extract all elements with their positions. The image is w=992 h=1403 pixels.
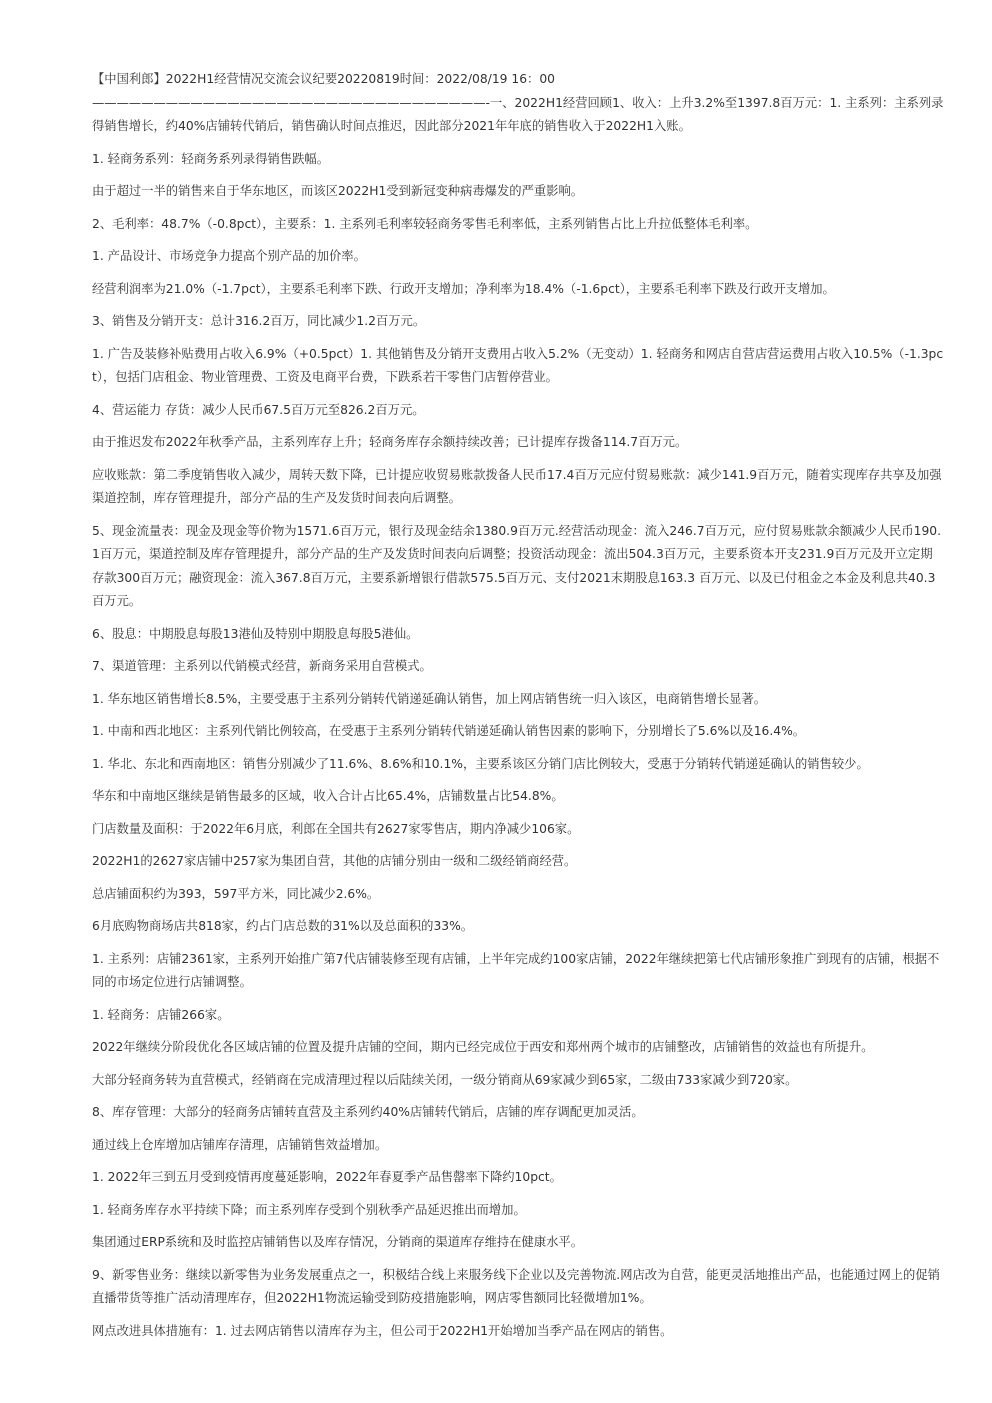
paragraph: 应收账款：第二季度销售收入减少，周转天数下降，已计提应收贸易账款拨备人民币17.4百万元应付贸易账款：减少141.9百万元，随着实现库存共享及加强渠道控制，库存管理提升，部分产品的生产及发货时间表向后调整。 (92, 467, 942, 505)
paragraph: 网点改进具体措施有：1. 过去网店销售以清库存为主，但公司于2022H1开始增加当季产品在网店的销售。 (92, 1323, 673, 1338)
paragraph: 1. 华北、东北和西南地区：销售分别减少了11.6%、8.6%和10.1%，主要系该区分销门店比例较大，受惠于分销转代销递延确认的销售较少。 (92, 756, 869, 771)
paragraph: 1. 华东地区销售增长8.5%，主要受惠于主系列分销转代销递延确认销售，加上网店销售统一归入该区，电商销售增长显著。 (92, 691, 767, 706)
paragraph: 7、渠道管理：主系列以代销模式经营，新商务采用自营模式。 (92, 659, 432, 673)
paragraph: 2、毛利率：48.7%（-0.8pct），主要系：1. 主系列毛利率较轻商务零售毛利率低，主系列销售占比上升拉低整体毛利率。 (92, 216, 758, 231)
paragraph: 8、库存管理：大部分的轻商务店铺转直营及主系列约40%店铺转代销后，店铺的库存调配更加灵活。 (92, 1105, 644, 1119)
paragraph: 5、现金流量表：现金及现金等价物为1571.6百万元，银行及现金结余1380.9百万元.经营活动现金：流入246.7百万元，应付贸易账款余额减少人民币190.1百万元，渠道控制及库存管理提升，部分产品的生产及发货时间表向后调整；投资活动现金：流出504.3百万元，主要系资本开支231.9百万元及开立定期存款300百万元；融资现金：流入367.8百万元，主要系新增银行借款575.5百万元、支付2021末期股息163.3 百万元、以及已付租金之本金及利息共40.3百万元。 (92, 523, 941, 608)
paragraph: 1. 广告及装修补贴费用占收入6.9%（+0.5pct）1. 其他销售及分销开支费用占收入5.2%（无变动）1. 轻商务和网店自营店营运费用占收入10.5%（-1.3pct），包括门店租金、物业管理费、工资及电商平台费，下跌系若干零售门店暂停营业。 (92, 346, 944, 384)
paragraph: 总店铺面积约为393，597平方米，同比减少2.6%。 (92, 886, 380, 901)
paragraph: 9、新零售业务：继续以新零售为业务发展重点之一，积极结合线上来服务线下企业以及完善物流.网店改为自营，能更灵活地推出产品，也能通过网上的促销直播带货等推广活动清理库存，但2022H1物流运输受到防疫措施影响，网店零售额同比轻微增加1%。 (92, 1267, 940, 1305)
paragraph: 大部分轻商务转为直营模式，经销商在完成清理过程以后陆续关闭，一级分销商从69家减少到65家，二级由733家减少到720家。 (92, 1072, 798, 1087)
paragraph: 1. 产品设计、市场竞争力提高个别产品的加价率。 (92, 249, 366, 263)
paragraph: 通过线上仓库增加店铺库存清理，店铺销售效益增加。 (92, 1137, 388, 1152)
paragraph: 2022H1的2627家店铺中257家为集团自营，其他的店铺分别由一级和二级经销商经营。 (92, 854, 577, 868)
paragraph: 2022年继续分阶段优化各区域店铺的位置及提升店铺的空间，期内已经完成位于西安和郑州两个城市的店铺整改，店铺销售的效益也有所提升。 (92, 1040, 874, 1054)
paragraph: 1. 轻商务库存水平持续下降；而主系列库存受到个别秋季产品延迟推出而增加。 (92, 1202, 526, 1217)
paragraph: 6、股息：中期股息每股13港仙及特别中期股息每股5港仙。 (92, 626, 419, 641)
paragraph: 经营利润率为21.0%（-1.7pct），主要系毛利率下跌、行政开支增加；净利率为18.4%（-1.6pct），主要系毛利率下跌及行政开支增加。 (92, 281, 835, 296)
paragraph: 华东和中南地区继续是销售最多的区域，收入合计占比65.4%，店铺数量占比54.8%。 (92, 789, 564, 803)
paragraph: 1. 2022年三到五月受到疫情再度蔓延影响，2022年春夏季产品售罄率下降约10pct。 (92, 1170, 562, 1184)
paragraph: 1. 轻商务系列：轻商务系列录得销售跌幅。 (92, 151, 329, 166)
paragraph: 1. 中南和西北地区：主系列代销比例较高，在受惠于主系列分销转代销递延确认销售因素的影响下，分别增长了5.6%以及16.4%。 (92, 724, 806, 738)
paragraph: 6月底购物商场店共818家，约占门店总数的31%以及总面积的33%。 (92, 919, 474, 933)
document-body (92, 68, 944, 1352)
paragraph: 门店数量及面积：于2022年6月底，利郎在全国共有2627家零售店，期内净减少106家。 (92, 821, 580, 836)
paragraph: 集团通过ERP系统和及时监控店铺销售以及库存情况，分销商的渠道库存维持在健康水平。 (92, 1235, 584, 1249)
paragraph: 由于超过一半的销售来自于华东地区，而该区2022H1受到新冠变种病毒爆发的严重影响。 (92, 184, 584, 198)
paragraph: 3、销售及分销开支：总计316.2百万，同比减少1.2百万元。 (92, 314, 426, 328)
paragraph: 1. 轻商务：店铺266家。 (92, 1007, 230, 1022)
paragraph: 【中国利郎】2022H1经营情况交流会议纪要20220819时间：2022/08/19 16：00 ————————————————————————————————-一、2022H1经营回顾1、收入：上升3.2%至1397.8百万元：1. 主系列：主系列录得销售增长，约40%店铺转代销后，销售确认时间点推迟，因此部分2021年年底的销售收入于2022H1入账。 (92, 72, 944, 133)
paragraph: 由于推迟发布2022年秋季产品，主系列库存上升；轻商务库存余额持续改善；已计提库存拨备114.7百万元。 (92, 435, 688, 449)
paragraph: 4、营运能力 存货：减少人民币67.5百万元至826.2百万元。 (92, 402, 425, 417)
paragraph: 1. 主系列：店铺2361家，主系列开始推广第7代店铺装修至现有店铺，上半年完成约100家店铺，2022年继续把第七代店铺形象推广到现有的店铺，根据不同的市场定位进行店铺调整。 (92, 951, 940, 989)
